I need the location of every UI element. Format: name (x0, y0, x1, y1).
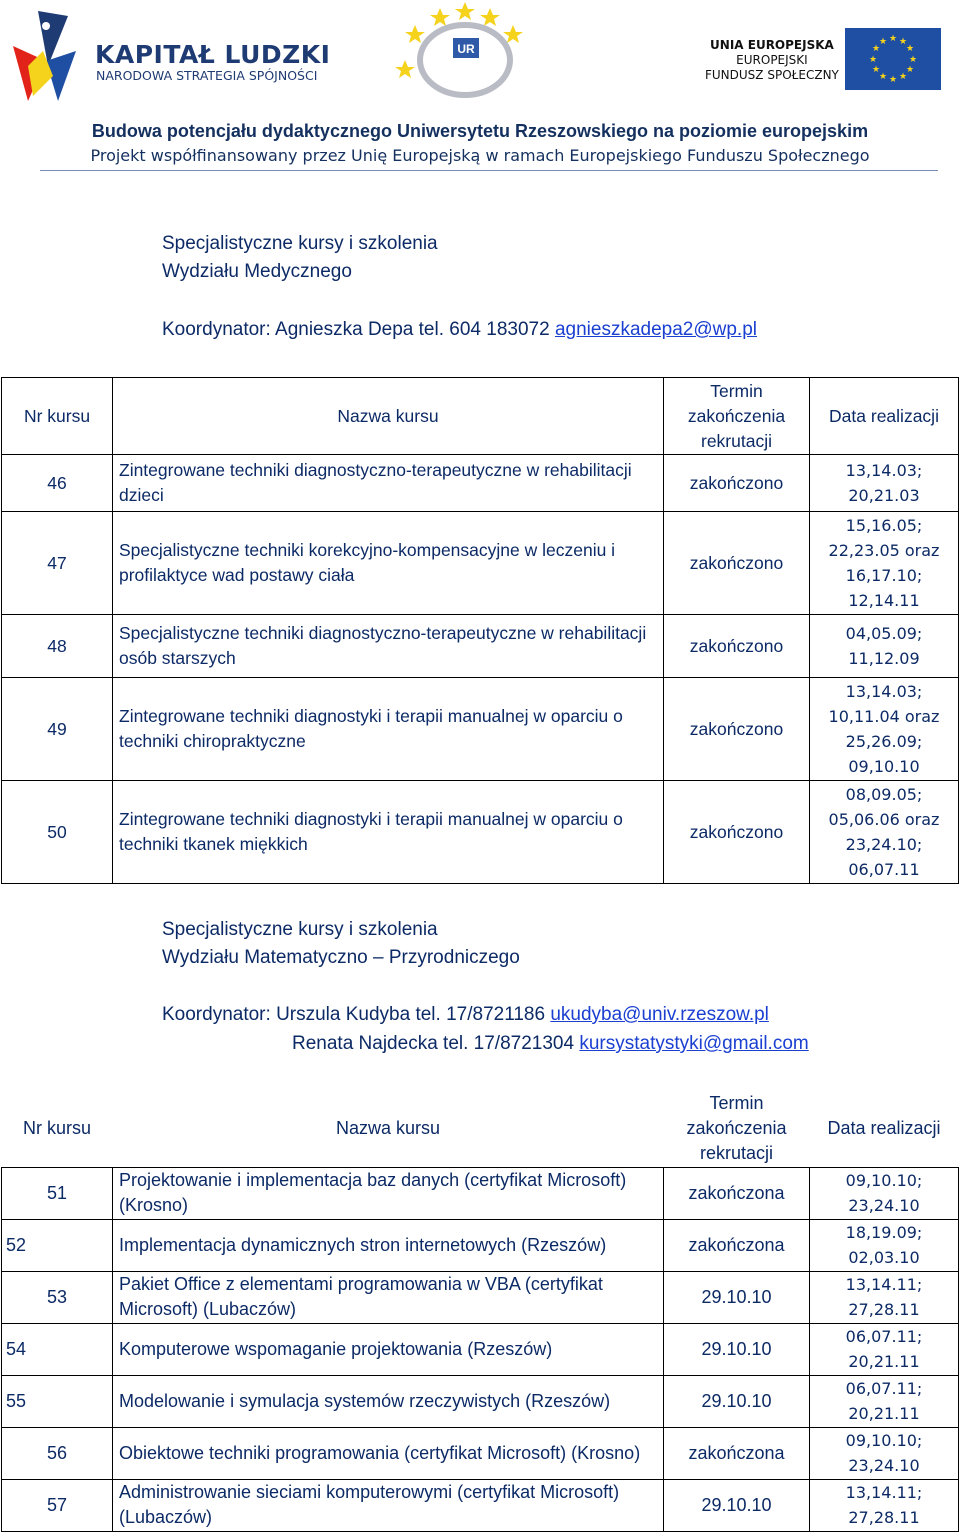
kapital-ludzki-title: KAPITAŁ LUDZKI (95, 40, 331, 69)
svg-text:★: ★ (905, 44, 915, 54)
course-dates: 08,09.05; 05,06.06 oraz 23,24.10; 06,07.11 (810, 781, 959, 884)
svg-text:★: ★ (878, 72, 888, 82)
svg-text:★: ★ (871, 44, 881, 54)
course-dates: 09,10.10; 23,24.10 (810, 1167, 959, 1219)
course-name: Zintegrowane techniki diagnostyki i terapii manualnej w oparciu o techniki chiropraktyczne (113, 678, 664, 781)
course-deadline: 29.10.10 (664, 1375, 810, 1427)
course-nr: 54 (2, 1323, 113, 1375)
course-deadline: zakończona (664, 1427, 810, 1479)
table-header-row (2, 1090, 959, 1167)
course-deadline: zakończona (664, 1219, 810, 1271)
math-courses-table (1, 1090, 959, 1532)
course-nr: 46 (2, 455, 113, 512)
eu-line-1: UNIA EUROPEJSKA (710, 38, 834, 52)
course-dates: 13,14.11; 27,28.11 (810, 1479, 959, 1531)
coordinator-email-link[interactable]: kursystatystyki@gmail.com (579, 1033, 809, 1054)
header-name: Nazwa kursu (113, 378, 664, 455)
course-nr: 51 (2, 1167, 113, 1219)
course-nr: 55 (2, 1375, 113, 1427)
course-deadline: zakończono (664, 455, 810, 512)
header-deadline: Termin zakończenia rekrutacji (686, 1092, 787, 1163)
course-dates: 04,05.09; 11,12.09 (810, 615, 959, 678)
table-row (2, 512, 959, 615)
medical-courses-table (1, 377, 959, 884)
header-divider (40, 170, 938, 171)
coordinator-email-link[interactable]: ukudyba@univ.rzeszow.pl (550, 1004, 769, 1025)
course-nr: 50 (2, 781, 113, 884)
course-nr: 52 (2, 1219, 113, 1271)
course-name: Administrowanie sieciami komputerowymi (certyfikat Microsoft) (Lubaczów) (113, 1479, 664, 1531)
table-row (2, 1479, 959, 1531)
eu-label (705, 38, 839, 83)
svg-text:★: ★ (878, 37, 888, 47)
svg-text:★: ★ (868, 55, 878, 65)
section-medical-heading (162, 230, 438, 286)
table-row (2, 455, 959, 512)
table-row (2, 1219, 959, 1271)
table-row (2, 1167, 959, 1219)
course-nr: 56 (2, 1427, 113, 1479)
header-nr: Nr kursu (22, 1117, 91, 1138)
header-name: Nazwa kursu (335, 1117, 441, 1138)
course-name: Zintegrowane techniki diagnostyki i terapii manualnej w oparciu o techniki tkanek miękkich (113, 781, 664, 884)
course-deadline: 29.10.10 (664, 1323, 810, 1375)
project-subtitle: Projekt współfinansowany przez Unię Europejską w ramach Europejskiego Funduszu Społecznego (90, 146, 870, 165)
course-deadline: 29.10.10 (664, 1479, 810, 1531)
kapital-ludzki-subtitle: NARODOWA STRATEGIA SPÓJNOŚCI (96, 68, 318, 83)
table-row (2, 1375, 959, 1427)
coordinator-math-1 (162, 1004, 769, 1026)
table-row (2, 1427, 959, 1479)
coordinator-text: Renata Najdecka tel. 17/8721304 (292, 1033, 580, 1054)
course-name: Projektowanie i implementacja baz danych (certyfikat Microsoft) (Krosno) (113, 1167, 664, 1219)
course-name: Komputerowe wspomaganie projektowania (Rzeszów) (113, 1323, 664, 1375)
svg-text:★: ★ (898, 37, 908, 47)
coordinator-email-link[interactable]: agnieszkadepa2@wp.pl (554, 319, 757, 340)
coordinator-text: Koordynator: Agnieszka Depa tel. 604 183072 (162, 319, 555, 340)
course-name: Specjalistyczne techniki korekcyjno-kompensacyjne w leczeniu i profilaktyce wad postawy ciała (113, 512, 664, 615)
svg-text:★: ★ (871, 65, 881, 75)
table-row (2, 1271, 959, 1323)
header-nr: Nr kursu (2, 378, 113, 455)
course-dates: 18,19.09; 02,03.10 (810, 1219, 959, 1271)
course-deadline: 29.10.10 (664, 1271, 810, 1323)
course-nr: 57 (2, 1479, 113, 1531)
section-title-line2: Wydziału Medycznego (162, 261, 352, 282)
course-name: Obiektowe techniki programowania (certyfikat Microsoft) (Krosno) (113, 1427, 664, 1479)
header-deadline: Termin zakończenia rekrutacji (664, 378, 810, 455)
coordinator-medical (162, 319, 757, 341)
svg-text:★: ★ (905, 65, 915, 75)
header-dates: Data realizacji (827, 1117, 941, 1138)
project-title: Budowa potencjału dydaktycznego Uniwersytetu Rzeszowskiego na poziomie europejskim (91, 121, 869, 141)
header-dates: Data realizacji (810, 378, 959, 455)
course-deadline: zakończono (664, 781, 810, 884)
table-row (2, 781, 959, 884)
course-deadline: zakończono (664, 512, 810, 615)
course-name: Pakiet Office z elementami programowania w VBA (certyfikat Microsoft) (Lubaczów) (113, 1271, 664, 1323)
course-name: Zintegrowane techniki diagnostyczno-terapeutyczne w rehabilitacji dzieci (113, 455, 664, 512)
course-dates: 13,14.03; 20,21.03 (810, 455, 959, 512)
course-nr: 53 (2, 1271, 113, 1323)
svg-text:★: ★ (888, 75, 898, 85)
coordinator-math-2 (292, 1033, 809, 1055)
eu-flag-icon (845, 28, 941, 90)
document-header (0, 0, 960, 175)
course-dates: 09,10.10; 23,24.10 (810, 1427, 959, 1479)
svg-text:★: ★ (898, 72, 908, 82)
section-math-heading (162, 916, 520, 972)
course-dates: 13,14.11; 27,28.11 (810, 1271, 959, 1323)
table-header-row (2, 378, 959, 455)
svg-text:UR: UR (457, 42, 475, 56)
svg-text:★: ★ (908, 55, 918, 65)
course-dates: 06,07.11; 20,21.11 (810, 1375, 959, 1427)
section-title-line1: Specjalistyczne kursy i szkolenia (162, 233, 438, 254)
coordinator-text: Koordynator: Urszula Kudyba tel. 17/8721186 (162, 1004, 551, 1025)
course-deadline: zakończono (664, 678, 810, 781)
eu-line-2: EUROPEJSKI (736, 53, 808, 67)
course-nr: 48 (2, 615, 113, 678)
svg-text:★: ★ (888, 34, 898, 44)
course-name: Modelowanie i symulacja systemów rzeczywistych (Rzeszów) (113, 1375, 664, 1427)
course-nr: 47 (2, 512, 113, 615)
table-row (2, 615, 959, 678)
section-title-line2: Wydziału Matematyczno – Przyrodniczego (162, 947, 520, 968)
section-title-line1: Specjalistyczne kursy i szkolenia (162, 919, 438, 940)
course-dates: 15,16.05; 22,23.05 oraz 16,17.10; 12,14.11 (810, 512, 959, 615)
eu-line-3: FUNDUSZ SPOŁECZNY (705, 68, 839, 82)
course-deadline: zakończona (664, 1167, 810, 1219)
course-deadline: zakończono (664, 615, 810, 678)
table-row (2, 1323, 959, 1375)
course-nr: 49 (2, 678, 113, 781)
table-row (2, 678, 959, 781)
university-rzeszow-logo-icon (395, 0, 535, 100)
course-dates: 13,14.03; 10,11.04 oraz 25,26.09; 09,10.10 (810, 678, 959, 781)
kapital-ludzki-logo-icon (8, 6, 78, 106)
course-dates: 06,07.11; 20,21.11 (810, 1323, 959, 1375)
course-name: Implementacja dynamicznych stron internetowych (Rzeszów) (113, 1219, 664, 1271)
course-name: Specjalistyczne techniki diagnostyczno-terapeutyczne w rehabilitacji osób starszych (113, 615, 664, 678)
